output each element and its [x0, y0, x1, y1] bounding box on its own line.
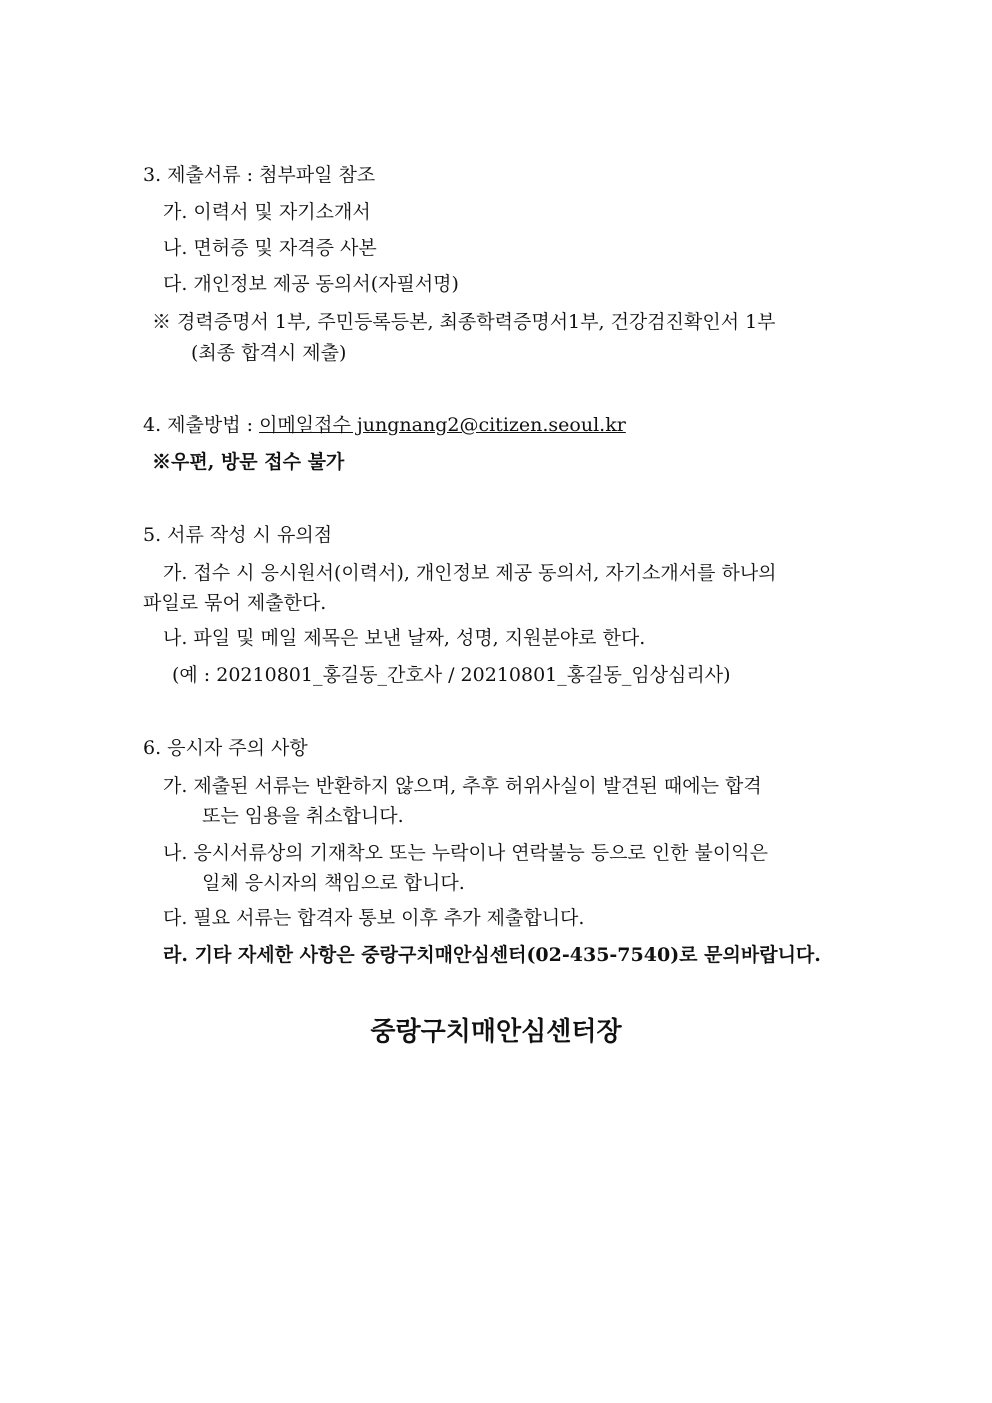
section3-item-1: 가. 이력서 및 자기소개서	[163, 201, 371, 223]
section3-heading: 3. 제출서류 : 첨부파일 참조	[143, 164, 376, 186]
section3-item-2: 나. 면허증 및 자격증 사본	[163, 237, 377, 259]
section6-item-1-continued: 또는 임용을 취소합니다.	[202, 805, 404, 827]
section5-heading: 5. 서류 작성 시 유의점	[143, 524, 333, 546]
section3-note: ※ 경력증명서 1부, 주민등록등본, 최종학력증명서1부, 건강검진확인서 1부	[152, 311, 776, 333]
section3-item-3: 다. 개인정보 제공 동의서(자필서명)	[163, 273, 459, 295]
section6-item-4: 라. 기타 자세한 사항은 중랑구치매안심센터(02-435-7540)로 문의바랍니다.	[163, 944, 821, 966]
section4-heading-label: 4. 제출방법 :	[143, 414, 260, 436]
section3-note-continued: (최종 합격시 제출)	[191, 342, 347, 364]
section6-item-3: 다. 필요 서류는 합격자 통보 이후 추가 제출합니다.	[163, 907, 585, 929]
section5-item-2: 나. 파일 및 메일 제목은 보낸 날짜, 성명, 지원분야로 한다.	[163, 627, 646, 649]
section6-heading: 6. 응시자 주의 사항	[143, 737, 308, 759]
email-link[interactable]: 이메일접수 jungnang2@citizen.seoul.kr	[259, 414, 626, 436]
issuer-signature: 중랑구치매안심센터장	[370, 1017, 622, 1047]
section4-heading	[0, 413, 992, 437]
section6-item-2: 나. 응시서류상의 기재착오 또는 누락이나 연락불능 등으로 인한 불이익은	[163, 842, 768, 864]
section4-warning: ※우편, 방문 접수 불가	[152, 451, 345, 473]
section5-item-1-continued: 파일로 묶어 제출한다.	[143, 592, 327, 614]
section5-item-1: 가. 접수 시 응시원서(이력서), 개인정보 제공 동의서, 자기소개서를 하나의	[163, 562, 777, 584]
section5-example: (예 : 20210801_홍길동_간호사 / 20210801_홍길동_임상심리사)	[172, 664, 731, 686]
section6-item-1: 가. 제출된 서류는 반환하지 않으며, 추후 허위사실이 발견된 때에는 합격	[163, 775, 762, 797]
section6-item-2-continued: 일체 응시자의 책임으로 합니다.	[202, 872, 465, 894]
